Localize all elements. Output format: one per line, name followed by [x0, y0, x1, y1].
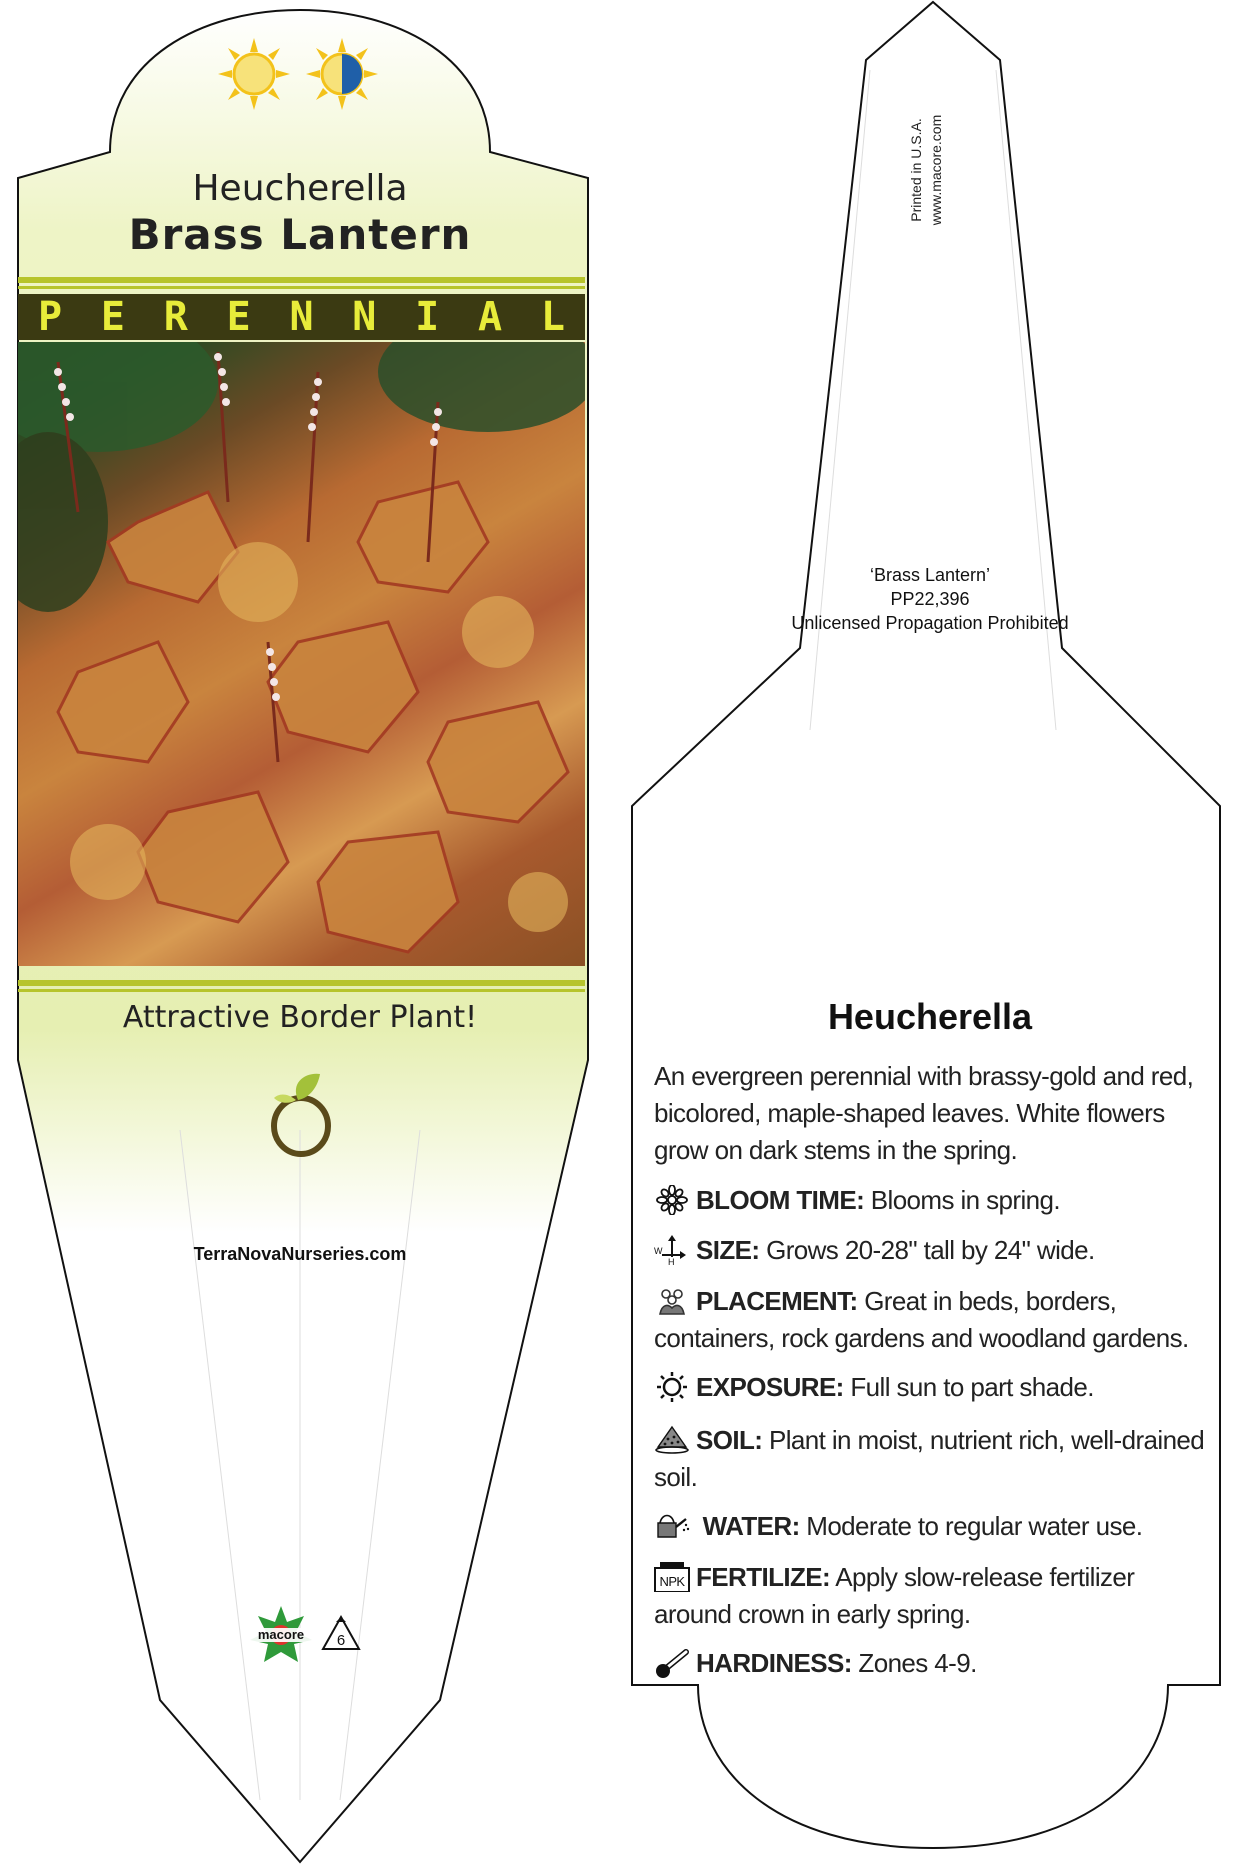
- category-letter: A: [478, 294, 503, 340]
- category-letter: L: [540, 294, 565, 340]
- printed-line1: Printed in U.S.A.: [908, 118, 924, 222]
- category-letter: R: [163, 294, 188, 340]
- printed-line2: www.macore.com: [928, 114, 944, 226]
- attribute-text: Great in beds, borders, containers, rock gardens and woodland gardens.: [654, 1286, 1189, 1353]
- attribute-label: BLOOM TIME:: [696, 1185, 865, 1215]
- watering-can-icon: [654, 1511, 690, 1541]
- thermometer-icon: [654, 1648, 690, 1678]
- front-variety: Brass Lantern: [128, 210, 472, 259]
- category-letter: E: [100, 294, 125, 340]
- printed-in-usa: [905, 100, 965, 240]
- macore-logo-icon: [246, 1604, 316, 1666]
- attribute-label: SOIL:: [696, 1425, 763, 1455]
- npk-icon-text: NPK: [659, 1574, 685, 1589]
- size-icon-h: H: [668, 1257, 674, 1265]
- attribute-text: Blooms in spring.: [870, 1185, 1060, 1215]
- recycle-icon: [320, 1614, 362, 1654]
- category-letter: I: [415, 294, 440, 340]
- category-band: [18, 294, 585, 340]
- seedling-logo-icon: [268, 1068, 338, 1158]
- npk-icon: [654, 1562, 690, 1592]
- size-icon: [654, 1235, 690, 1265]
- category-letter: E: [226, 294, 251, 340]
- attribute-soil: [654, 1422, 1214, 1496]
- patent-notice: Unlicensed Propagation Prohibited: [791, 613, 1069, 633]
- category-letter: N: [289, 294, 314, 340]
- patent-block: [760, 563, 1100, 635]
- attribute-label: EXPOSURE:: [696, 1372, 844, 1402]
- attribute-text: Moderate to regular water use.: [806, 1511, 1143, 1541]
- attribute-exposure: [654, 1369, 1214, 1406]
- front-genus: Heucherella: [192, 168, 408, 209]
- recycle-number: 6: [336, 1632, 346, 1649]
- plant-description: An evergreen perennial with brassy-gold and red, bicolored, maple-shaped leaves. White flowers grow on dark stems in the spring.: [654, 1061, 1194, 1165]
- website-link[interactable]: TerraNovaNurseries.com: [193, 1244, 407, 1264]
- attribute-bloom-time: [654, 1182, 1214, 1219]
- soil-icon: [654, 1425, 690, 1455]
- back-title: Heucherella: [827, 996, 1033, 1037]
- size-icon-w: W: [654, 1246, 662, 1256]
- attribute-label: HARDINESS:: [696, 1648, 852, 1678]
- patent-variety: ‘Brass Lantern’: [869, 565, 991, 585]
- category-letter: N: [352, 294, 377, 340]
- tagline: Attractive Border Plant!: [122, 1000, 478, 1035]
- attribute-size: [654, 1232, 1214, 1269]
- patent-number: PP22,396: [890, 589, 970, 609]
- attribute-text: Apply slow-release fertilizer around crown in early spring.: [654, 1562, 1135, 1629]
- category-letter: P: [38, 294, 63, 340]
- placement-icon: [654, 1286, 690, 1316]
- attribute-label: FERTILIZE:: [696, 1562, 831, 1592]
- attribute-label: PLACEMENT:: [696, 1286, 858, 1316]
- attribute-text: Zones 4-9.: [858, 1648, 977, 1678]
- attribute-text: Full sun to part shade.: [850, 1372, 1094, 1402]
- full-sun-icon: [218, 38, 290, 110]
- part-shade-icon: [306, 38, 378, 110]
- attribute-label: WATER:: [702, 1511, 800, 1541]
- plant-photo: [18, 342, 585, 966]
- attribute-label: SIZE:: [696, 1235, 760, 1265]
- attribute-water: [654, 1508, 1214, 1545]
- attribute-text: Grows 20-28" tall by 24" wide.: [766, 1235, 1095, 1265]
- attribute-text: Plant in moist, nutrient rich, well-drained soil.: [654, 1425, 1205, 1492]
- attribute-placement: [654, 1283, 1214, 1357]
- sun-icon: [654, 1372, 690, 1402]
- attribute-hardiness: [654, 1645, 1214, 1682]
- macore-logo-text: macore: [257, 1627, 305, 1642]
- flower-icon: [654, 1185, 690, 1215]
- attribute-fertilize: [654, 1559, 1214, 1633]
